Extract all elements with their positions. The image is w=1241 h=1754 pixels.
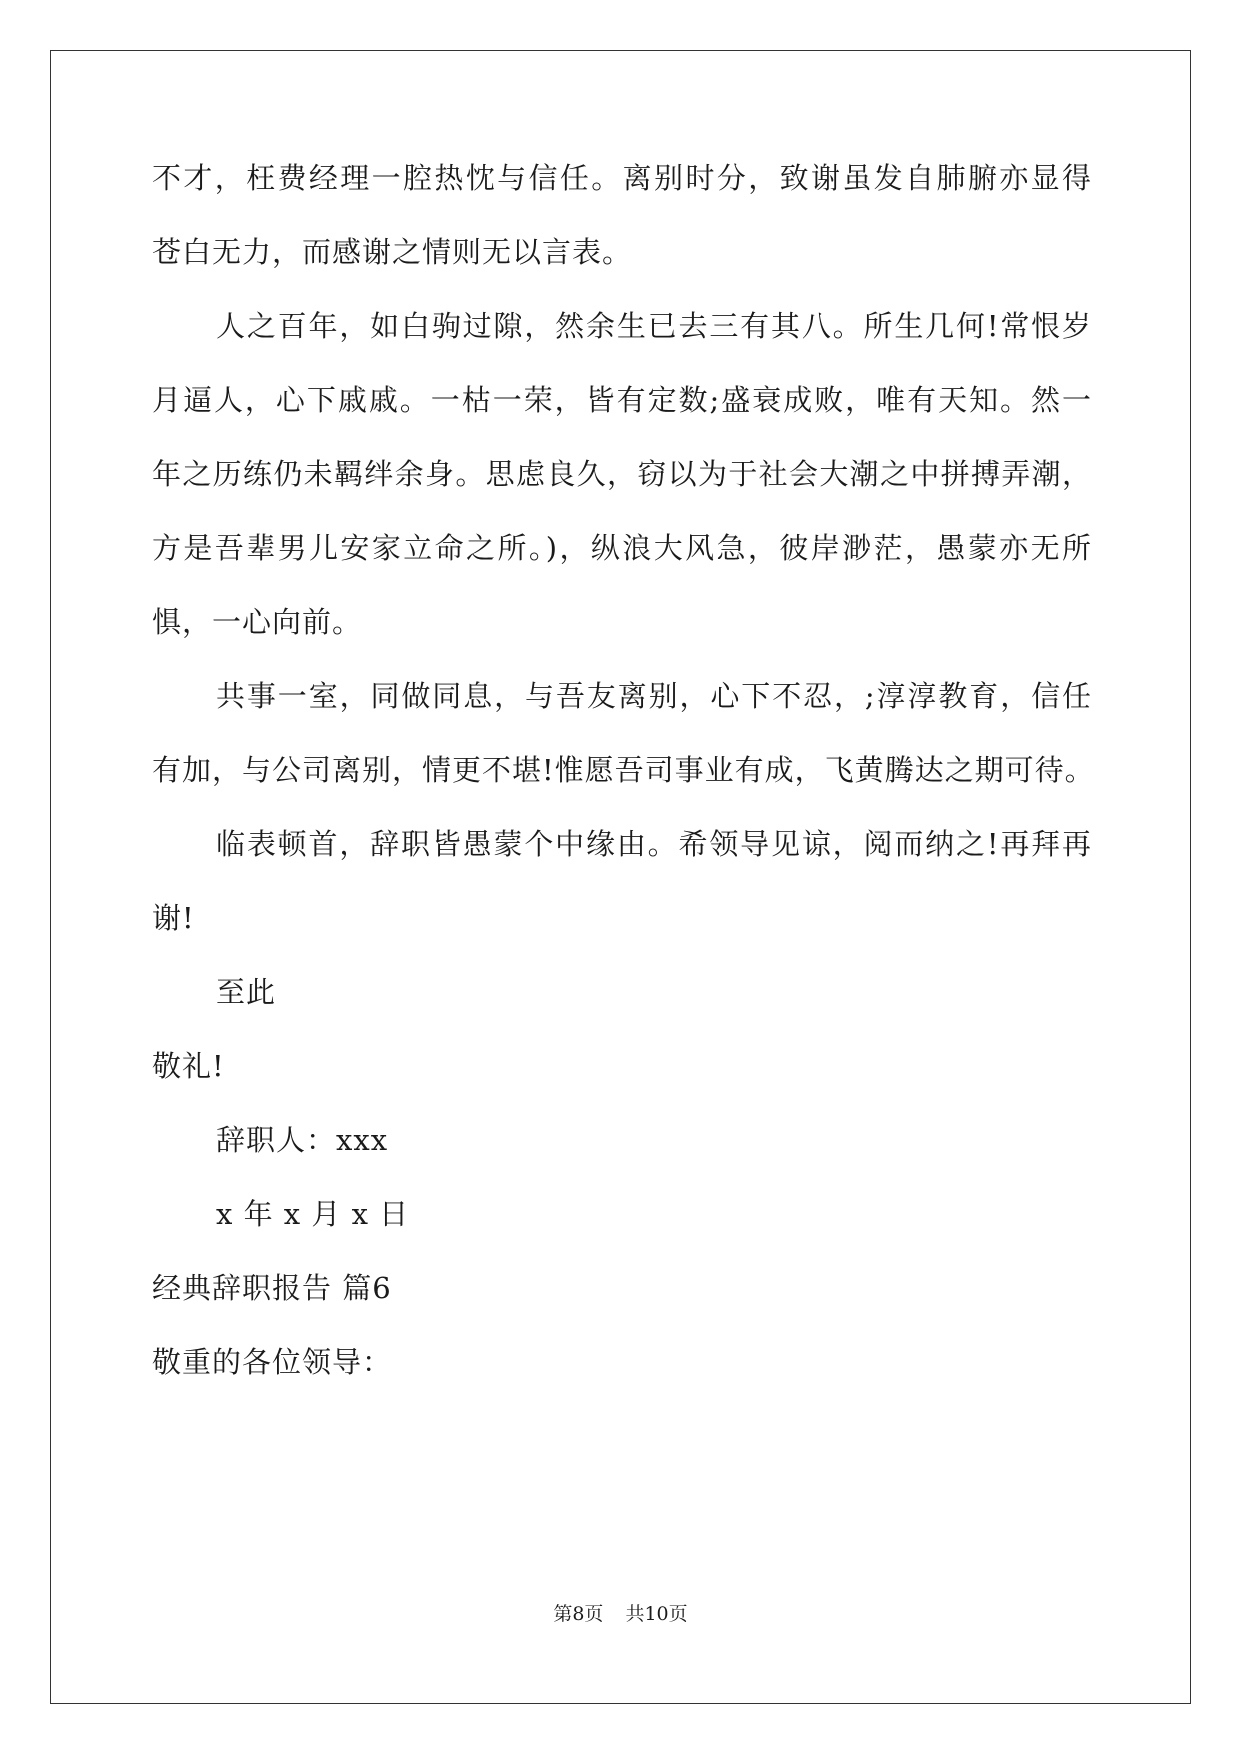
section-heading: 经典辞职报告 篇6 (152, 1271, 392, 1305)
greeting-line: 敬重的各位领导： (152, 1345, 393, 1379)
page-number: 第8页 (553, 1603, 604, 1625)
salutation: 敬礼! (152, 1049, 225, 1083)
paragraph-line: 共事一室，同做同息，与吾友离别，心下不忍，;淳淳教育，信任 (216, 679, 1092, 713)
page-total: 共10页 (625, 1603, 688, 1625)
date-line: x 年 x 月 x 日 (216, 1197, 410, 1231)
paragraph-line: 人之百年，如白驹过隙，然余生已去三有其八。所生几何!常恨岁 (216, 309, 1092, 343)
paragraph-line: 有加，与公司离别，情更不堪!惟愿吾司事业有成，飞黄腾达之期可待。 (152, 753, 1095, 787)
paragraph-line: 苍白无力，而感谢之情则无以言表。 (152, 235, 633, 269)
paragraph-line: 临表顿首，辞职皆愚蒙个中缘由。希领导见谅，阅而纳之!再拜再 (216, 827, 1092, 861)
paragraph-line: 谢! (152, 901, 195, 935)
paragraph-line: 不才，枉费经理一腔热忱与信任。离别时分，致谢虽发自肺腑亦显得 (152, 161, 1092, 195)
paragraph-line: 月逼人，心下戚戚。一枯一荣，皆有定数;盛衰成败，唯有天知。然一 (152, 383, 1092, 417)
paragraph-line: 年之历练仍未羁绊余身。思虑良久，窃以为于社会大潮之中拼搏弄潮， (152, 457, 1092, 491)
closing-line: 至此 (216, 975, 277, 1009)
paragraph-line: 惧，一心向前。 (152, 605, 363, 639)
page-border (50, 50, 1191, 1704)
paragraph-line: 方是吾辈男儿安家立命之所。)，纵浪大风急，彼岸渺茫，愚蒙亦无所 (152, 531, 1092, 565)
signature-line: 辞职人：xxx (216, 1123, 389, 1157)
page-footer (0, 1602, 1241, 1626)
